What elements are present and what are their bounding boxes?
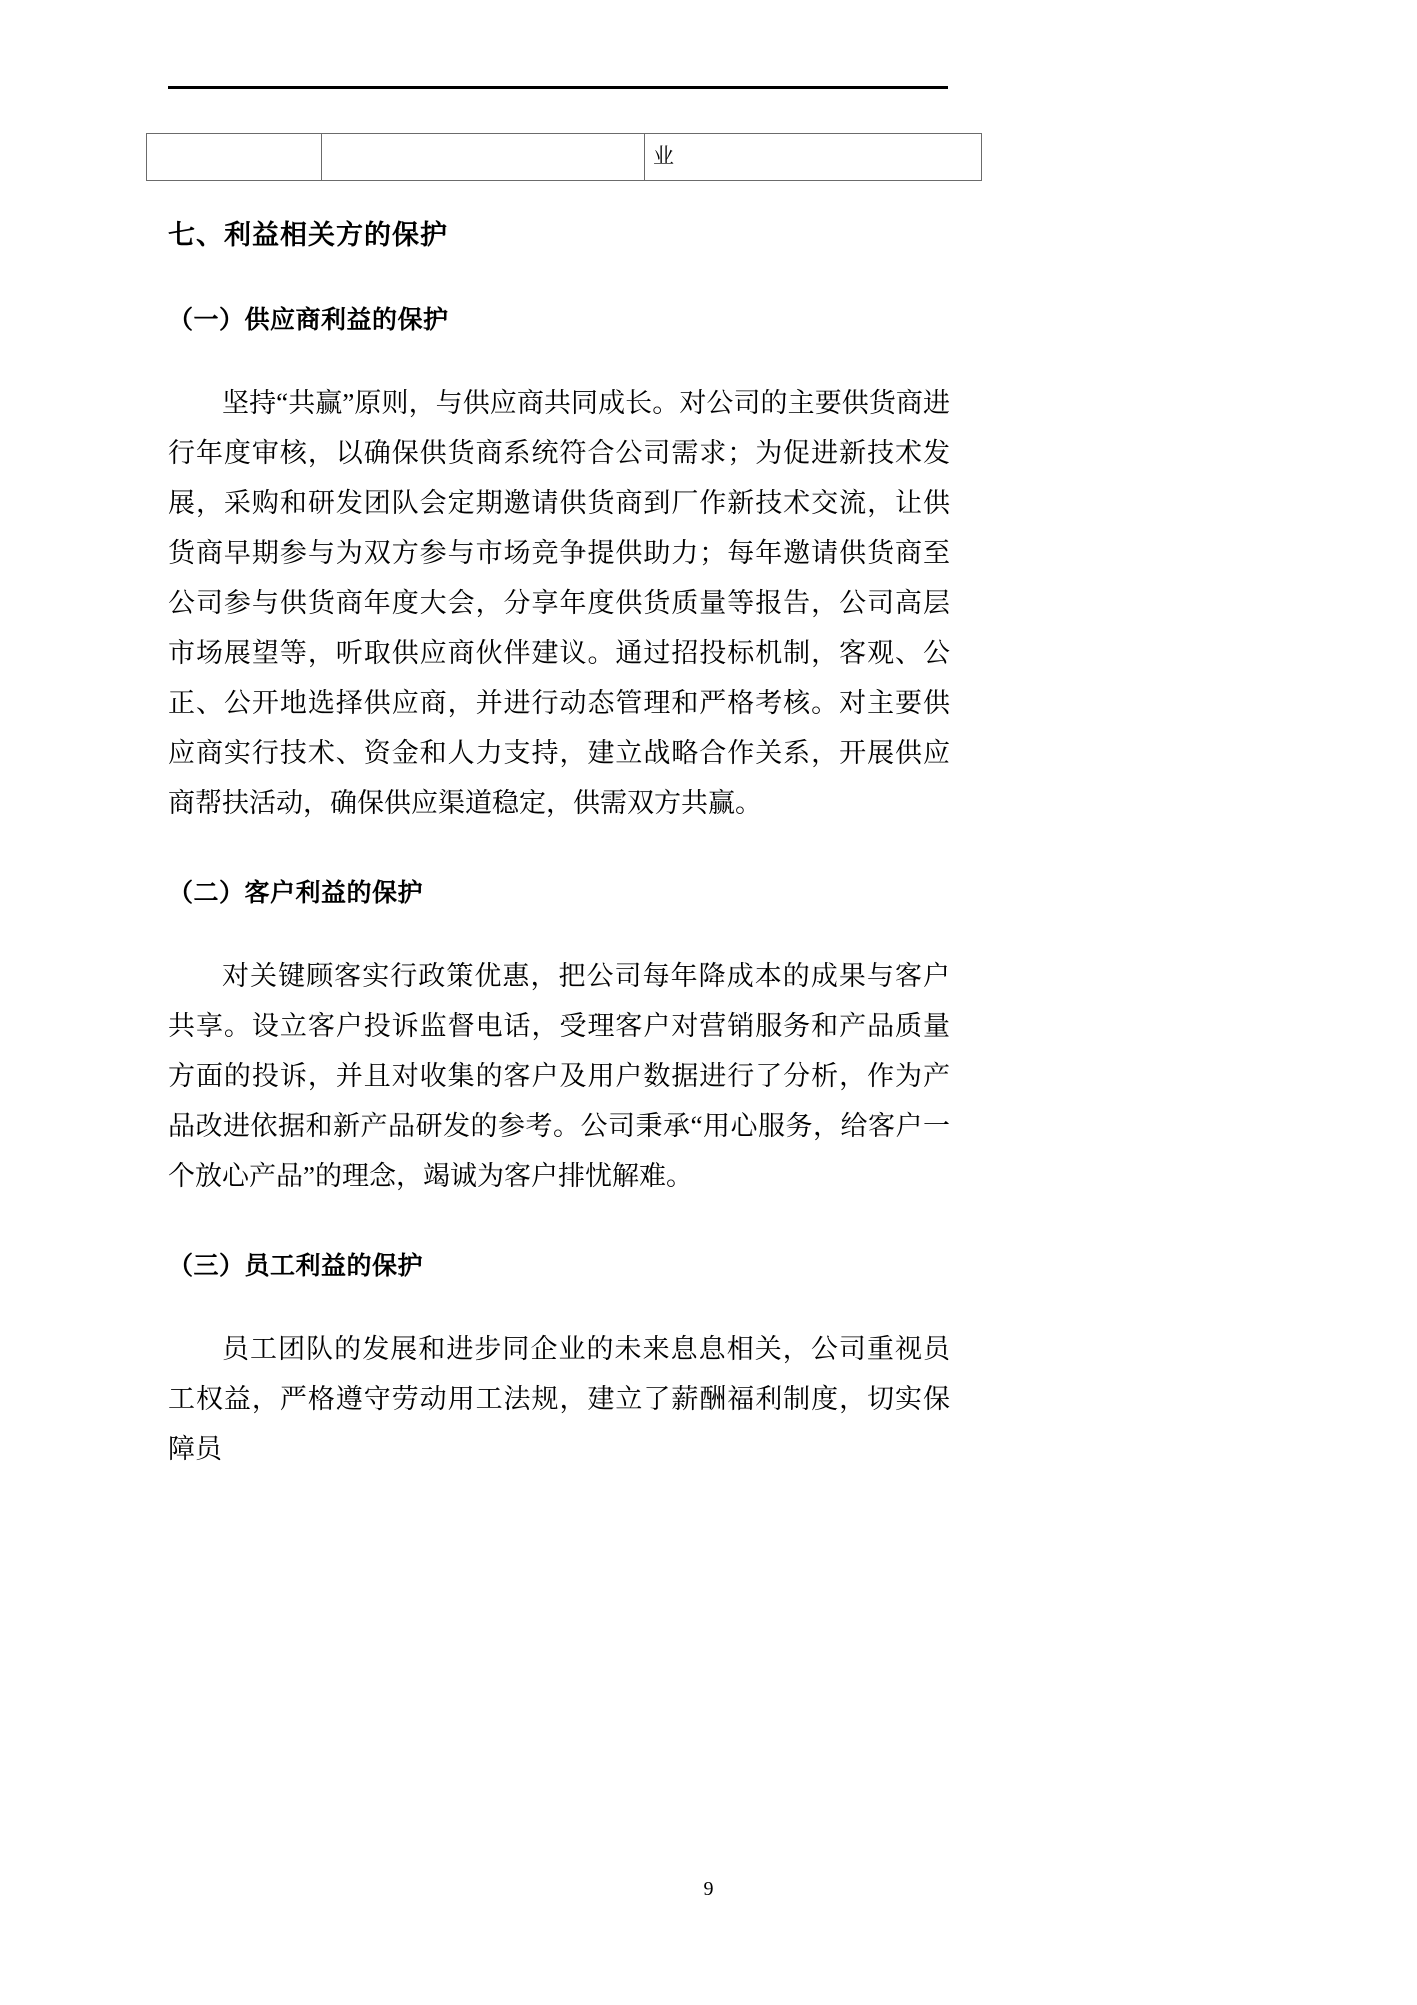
subsection-paragraph-2: 对关键顾客实行政策优惠，把公司每年降成本的成果与客户共享。设立客户投诉监督电话，受理客户对营销服务和产品质量方面的投诉，并且对收集的客户及用户数据进行了分析，作为产品改进依据和新产品研发的参考。公司秉承“用心服务，给客户一个放心产品”的理念，竭诚为客户排忧解难。 — [168, 961, 950, 1191]
spacer — [168, 1278, 950, 1324]
table-cell-3: 业 — [645, 134, 982, 181]
subsection-heading-3: （三）员工利益的保护 — [168, 1251, 424, 1280]
header-rule — [168, 86, 948, 89]
subsection-paragraph-3: 员工团队的发展和进步同企业的未来息息相关，公司重视员工权益，严格遵守劳动用工法规，建立了薪酬福利制度，切实保障员 — [168, 1334, 950, 1464]
subsection-paragraph-1: 坚持“共赢”原则，与供应商共同成长。对公司的主要供货商进行年度审核，以确保供货商系统符合公司需求；为促进新技术发展，采购和研发团队会定期邀请供货商到厂作新技术交流，让供货商早期参与为双方参与市场竞争提供助力；每年邀请供货商至公司参与供货商年度大会，分享年度供货质量等报告，公司高层市场展望等，听取供应商伙伴建议。通过招投标机制，客观、公正、公开地选择供应商，并进行动态管理和严格考核。对主要供应商实行技术、资金和人力支持，建立战略合作关系，开展供应商帮扶活动，确保供应渠道稳定，供需双方共赢。 — [168, 388, 950, 818]
table-fragment — [146, 133, 930, 181]
table-cell-1 — [147, 134, 322, 181]
page-content — [168, 222, 950, 1474]
table-row — [147, 134, 982, 181]
spacer — [168, 828, 950, 880]
spacer — [168, 332, 950, 378]
spacer — [168, 249, 950, 307]
subsection-heading-2: （二）客户利益的保护 — [168, 878, 424, 907]
table-cell-2 — [322, 134, 645, 181]
spacer — [168, 1201, 950, 1253]
continued-table — [146, 133, 982, 181]
spacer — [168, 905, 950, 951]
page-number: 9 — [703, 1878, 714, 1900]
subsection-heading-1: （一）供应商利益的保护 — [168, 305, 449, 334]
section-heading: 七、利益相关方的保护 — [168, 220, 448, 251]
